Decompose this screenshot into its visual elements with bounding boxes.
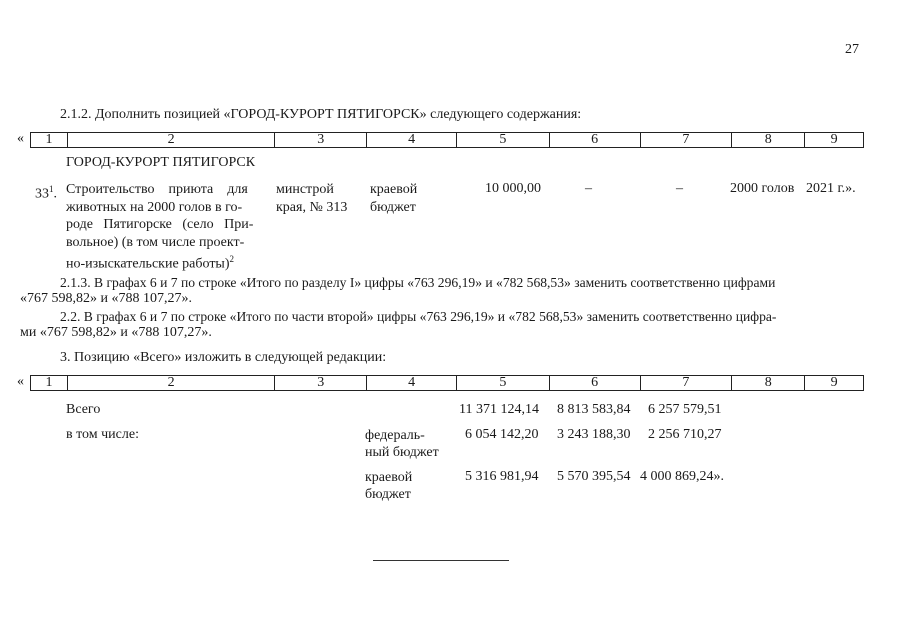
paragraph-3: 3. Позицию «Всего» изложить в следующей редакции:: [60, 350, 387, 365]
regional-col7: 4 000 869,24».: [640, 469, 724, 484]
row-capacity: 2000 голов: [730, 181, 795, 196]
regional-col5: 5 316 981,94: [465, 469, 539, 484]
closing-rule: [373, 560, 509, 561]
paragraph-2-2-line2: ми «767 598,82» и «788 107,27».: [20, 325, 212, 340]
col-header: 4: [367, 376, 457, 390]
federal-col6: 3 243 188,30: [557, 427, 631, 442]
regional-budget-label: [365, 469, 412, 503]
row-ministry: [276, 181, 347, 216]
federal-line: ный бюджет: [365, 445, 439, 460]
col-header: 7: [641, 376, 733, 390]
col-header: 4: [367, 133, 457, 147]
col-header: 5: [457, 133, 550, 147]
col-header: 3: [275, 133, 367, 147]
total-col5: 11 371 124,14: [459, 402, 539, 417]
col-header: 9: [830, 375, 838, 390]
federal-line: федераль-: [365, 428, 425, 443]
total-col7: 6 257 579,51: [648, 402, 722, 417]
col-header: 6: [550, 376, 641, 390]
open-quote: «: [17, 374, 24, 389]
row-year: 2021 г.».: [806, 181, 856, 196]
row-number-sup: 1: [49, 184, 54, 194]
page-number: 27: [845, 42, 859, 57]
ministry-line: минстрой: [276, 182, 334, 197]
desc-line: Строительство приюта для: [66, 182, 248, 197]
ministry-line: края, № 313: [276, 199, 348, 215]
budget-line: бюджет: [370, 199, 416, 215]
regional-line: краевой: [365, 470, 413, 485]
including-label: в том числе:: [66, 427, 139, 442]
col-header: 3: [275, 376, 367, 390]
federal-col7: 2 256 710,27: [648, 427, 722, 442]
col-header: 2: [68, 133, 276, 147]
budget-line: краевой: [370, 182, 418, 197]
desc-line: роде Пятигорске (село При-: [66, 217, 254, 232]
paragraph-2-2-line1: 2.2. В графах 6 и 7 по строке «Итого по части второй» цифры «763 296,19» и «782 568,53» заменить соответственно цифра-: [60, 309, 777, 324]
column-header-row: [30, 375, 864, 391]
total-label: Всего: [66, 402, 101, 417]
col-header: 9: [830, 132, 838, 147]
column-header-row: [30, 132, 864, 148]
paragraph-2-1-2: 2.1.2. Дополнить позицией «ГОРОД-КУРОРТ ПЯТИГОРСК» следующего содержания:: [60, 107, 582, 122]
row-col6: –: [585, 181, 592, 196]
col-header: 5: [457, 376, 550, 390]
desc-line: но-изыскательские работы): [66, 256, 230, 272]
group-title: ГОРОД-КУРОРТ ПЯТИГОРСК: [66, 155, 256, 170]
row-budget: [370, 181, 417, 216]
col-header: 8: [732, 376, 805, 390]
row-description: [66, 181, 268, 273]
federal-budget-label: [365, 427, 439, 461]
row-amount: 10 000,00: [485, 181, 541, 196]
col-header: 1: [31, 133, 68, 147]
col-header: 1: [31, 376, 68, 390]
desc-line: вольное) (в том числе проект-: [66, 234, 245, 250]
regional-line: бюджет: [365, 487, 411, 502]
desc-line: животных на 2000 голов в го-: [66, 199, 243, 215]
row-col7: –: [676, 181, 683, 196]
open-quote: «: [17, 131, 24, 146]
col-header: 6: [550, 133, 641, 147]
row-number: $33^1$.: [35, 184, 57, 202]
federal-col5: 6 054 142,20: [465, 427, 539, 442]
col-header: 7: [641, 133, 733, 147]
total-col6: 8 813 583,84: [557, 402, 631, 417]
regional-col6: 5 570 395,54: [557, 469, 631, 484]
col-header: 8: [732, 133, 805, 147]
paragraph-2-1-3-line1: 2.1.3. В графах 6 и 7 по строке «Итого по разделу I» цифры «763 296,19» и «782 568,53» заменить соответственно цифрами: [60, 275, 776, 290]
col-header: 2: [68, 376, 276, 390]
paragraph-2-1-3-line2: «767 598,82» и «788 107,27».: [20, 291, 192, 306]
desc-footnote-sup: 2: [229, 254, 235, 264]
